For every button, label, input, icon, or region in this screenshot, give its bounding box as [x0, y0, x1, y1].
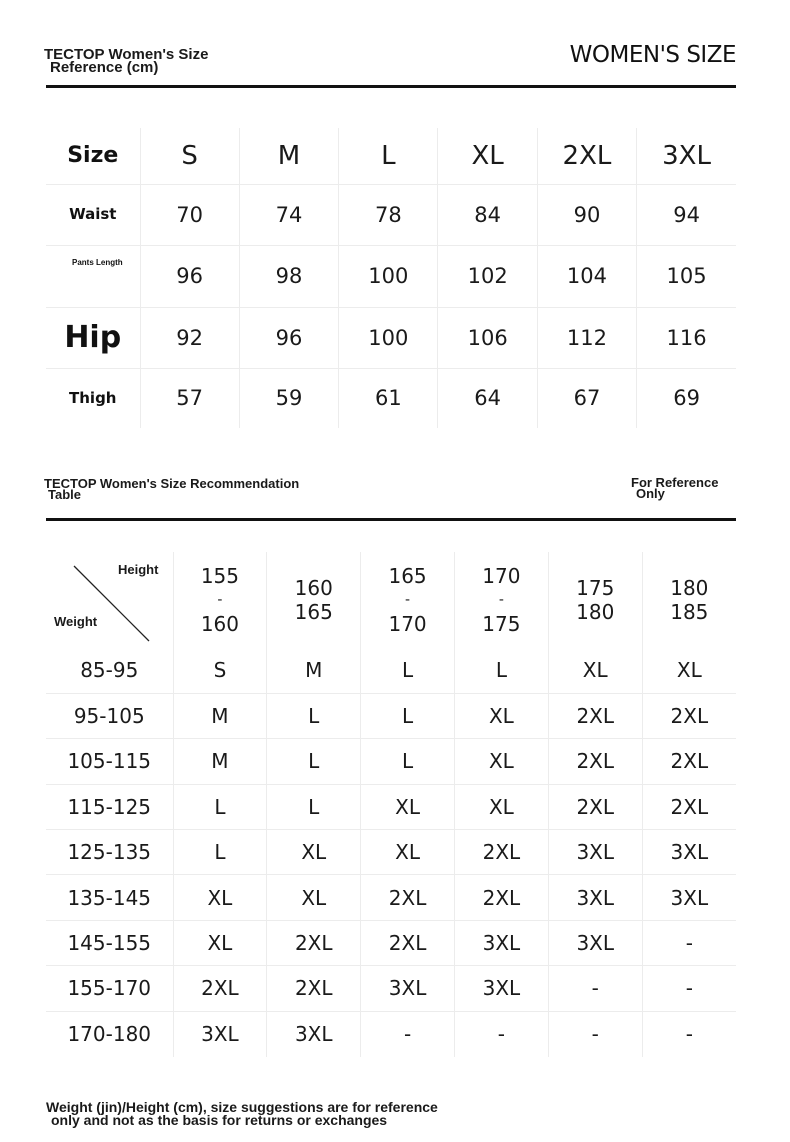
height-col-header: [454, 552, 548, 648]
table-cell: 106: [438, 307, 537, 368]
height-to: 165: [294, 600, 333, 624]
recommended-size-cell: XL: [548, 648, 642, 693]
footer-line2: only and not as the basis for returns or exchanges: [51, 1112, 388, 1128]
recommended-size-cell: 3XL: [548, 875, 642, 920]
row-label-cell: [46, 245, 140, 307]
size-2xl: 2XL: [562, 140, 612, 171]
recommendation-title: [44, 478, 299, 500]
weight-range-cell: 115-125: [46, 784, 173, 829]
recommended-size-cell: 2XL: [173, 966, 267, 1011]
height-col-header: [642, 552, 736, 648]
recommended-size-cell: XL: [173, 920, 267, 965]
recommended-size-cell: XL: [454, 739, 548, 784]
size-col-header: [239, 128, 338, 184]
table-row: [46, 184, 736, 245]
height-col-header: [173, 552, 267, 648]
footer-note: [46, 1101, 438, 1127]
height-corner-label: Height: [118, 562, 159, 577]
header-divider: [46, 85, 736, 88]
table-row: [46, 368, 736, 428]
weight-range-cell: 105-115: [46, 739, 173, 784]
recommendation-table: [46, 552, 736, 1057]
recommended-size-cell: L: [267, 739, 361, 784]
size-m: M: [277, 140, 301, 171]
corner-cell: [46, 552, 173, 648]
height-header-row: [46, 552, 736, 648]
size-col-header: [339, 128, 438, 184]
weight-range-cell: 125-135: [46, 830, 173, 875]
recommended-size-cell: 3XL: [642, 830, 736, 875]
recommended-size-cell: 3XL: [173, 1011, 267, 1056]
recommended-size-cell: L: [267, 784, 361, 829]
table-cell: 116: [637, 307, 736, 368]
weight-range-cell: 95-105: [46, 693, 173, 738]
height-from: 165: [388, 564, 427, 588]
table-cell: 59: [239, 368, 338, 428]
recommended-size-cell: 2XL: [548, 693, 642, 738]
row-label-cell: [46, 307, 140, 368]
recommended-size-cell: 3XL: [548, 920, 642, 965]
table-row: [46, 307, 736, 368]
recommendation-title-line1: TECTOP Women's Size Recommendation: [44, 476, 300, 491]
table-cell: 105: [637, 245, 736, 307]
table-row: [46, 966, 736, 1011]
size-3xl: 3XL: [662, 140, 711, 171]
thigh-label: Thigh: [69, 388, 117, 407]
hip-label: Hip: [64, 320, 122, 355]
table-row: [46, 1011, 736, 1056]
recommended-size-cell: L: [173, 830, 267, 875]
table-cell: 96: [239, 307, 338, 368]
recommended-size-cell: XL: [454, 784, 548, 829]
weight-range-cell: 85-95: [46, 648, 173, 693]
pants-length-label: Pants Length: [72, 258, 123, 267]
height-to: 175: [482, 612, 521, 636]
height-sep: -: [405, 592, 411, 608]
recommended-size-cell: M: [173, 693, 267, 738]
weight-range-cell: 170-180: [46, 1011, 173, 1056]
height-from: 155: [200, 564, 239, 588]
size-reference-title-line2: Reference (cm): [50, 59, 159, 76]
recommended-size-cell: L: [173, 784, 267, 829]
size-col-header: [438, 128, 537, 184]
size-label: Size: [67, 143, 119, 169]
table-row: [46, 875, 736, 920]
weight-range-cell: 155-170: [46, 966, 173, 1011]
recommended-size-cell: 2XL: [642, 693, 736, 738]
weight-corner-label: Weight: [54, 614, 98, 629]
height-col-header: [361, 552, 455, 648]
size-col-header: [140, 128, 239, 184]
size-s: S: [181, 140, 198, 171]
recommendation-title-line2: Table: [48, 487, 81, 502]
table-cell: 92: [140, 307, 239, 368]
recommended-size-cell: 2XL: [642, 784, 736, 829]
size-table: [46, 128, 736, 428]
table-cell: 70: [140, 184, 239, 245]
table-cell: 112: [537, 307, 636, 368]
for-reference-line2: Only: [636, 486, 665, 501]
recommended-size-cell: XL: [361, 784, 455, 829]
recommended-size-cell: M: [267, 648, 361, 693]
recommended-size-cell: -: [642, 1011, 736, 1056]
recommended-size-cell: 2XL: [267, 920, 361, 965]
table-cell: 61: [339, 368, 438, 428]
recommended-size-cell: L: [361, 739, 455, 784]
size-col-header: [637, 128, 736, 184]
recommended-size-cell: 3XL: [454, 920, 548, 965]
waist-label: Waist: [69, 205, 117, 223]
size-reference-title: [44, 48, 208, 74]
recommended-size-cell: XL: [454, 693, 548, 738]
recommended-size-cell: XL: [267, 830, 361, 875]
recommended-size-cell: XL: [267, 875, 361, 920]
weight-range-cell: 135-145: [46, 875, 173, 920]
recommended-size-cell: 2XL: [267, 966, 361, 1011]
recommended-size-cell: -: [454, 1011, 548, 1056]
recommended-size-cell: -: [642, 966, 736, 1011]
table-cell: 57: [140, 368, 239, 428]
table-cell: 84: [438, 184, 537, 245]
height-to: 170: [388, 612, 427, 636]
table-cell: 64: [438, 368, 537, 428]
height-from: 160: [294, 576, 333, 600]
table-cell: 104: [537, 245, 636, 307]
table-cell: 94: [637, 184, 736, 245]
footer-line1: Weight (jin)/Height (cm), size suggestions are for reference: [46, 1099, 438, 1115]
recommended-size-cell: 2XL: [361, 920, 455, 965]
table-row: [46, 648, 736, 693]
height-from: 180: [670, 576, 709, 600]
height-sep: -: [217, 592, 223, 608]
size-label-cell: [46, 128, 140, 184]
table-row: [46, 830, 736, 875]
row-label-cell: [46, 184, 140, 245]
recommended-size-cell: 2XL: [548, 739, 642, 784]
height-to: 180: [576, 600, 615, 624]
size-header-row: [46, 128, 736, 184]
recommended-size-cell: XL: [361, 830, 455, 875]
table-cell: 78: [339, 184, 438, 245]
recommended-size-cell: -: [642, 920, 736, 965]
recommended-size-cell: 3XL: [361, 966, 455, 1011]
height-col-header: [267, 552, 361, 648]
size-xl: XL: [471, 140, 504, 171]
recommended-size-cell: -: [548, 1011, 642, 1056]
section-divider: [46, 518, 736, 521]
table-row: [46, 784, 736, 829]
recommended-size-cell: 3XL: [642, 875, 736, 920]
recommended-size-cell: 2XL: [548, 784, 642, 829]
recommended-size-cell: 2XL: [361, 875, 455, 920]
table-row: [46, 920, 736, 965]
table-cell: 102: [438, 245, 537, 307]
recommended-size-cell: L: [267, 693, 361, 738]
row-label-cell: [46, 368, 140, 428]
recommended-size-cell: 2XL: [642, 739, 736, 784]
size-col-header: [537, 128, 636, 184]
recommended-size-cell: -: [361, 1011, 455, 1056]
table-row: [46, 739, 736, 784]
recommended-size-cell: XL: [173, 875, 267, 920]
recommended-size-cell: 3XL: [548, 830, 642, 875]
recommended-size-cell: S: [173, 648, 267, 693]
size-l: L: [381, 140, 396, 171]
table-cell: 67: [537, 368, 636, 428]
womens-size-heading: WOMEN'S SIZE: [569, 42, 736, 68]
weight-range-cell: 145-155: [46, 920, 173, 965]
recommended-size-cell: M: [173, 739, 267, 784]
table-row: [46, 245, 736, 307]
recommended-size-cell: L: [361, 693, 455, 738]
recommended-size-cell: 2XL: [454, 830, 548, 875]
table-cell: 96: [140, 245, 239, 307]
height-to: 160: [200, 612, 239, 636]
table-cell: 90: [537, 184, 636, 245]
height-sep: -: [498, 592, 504, 608]
height-col-header: [548, 552, 642, 648]
table-row: [46, 693, 736, 738]
recommended-size-cell: 3XL: [454, 966, 548, 1011]
recommended-size-cell: XL: [642, 648, 736, 693]
table-cell: 69: [637, 368, 736, 428]
height-from: 170: [482, 564, 521, 588]
height-to: 185: [670, 600, 709, 624]
table-cell: 100: [339, 245, 438, 307]
recommendation-body: [46, 648, 736, 1057]
for-reference-line1: For Reference: [631, 475, 719, 490]
size-reference-title-line1: TECTOP Women's Size: [44, 46, 209, 63]
for-reference-note: [631, 477, 718, 499]
recommended-size-cell: -: [548, 966, 642, 1011]
table-cell: 98: [239, 245, 338, 307]
table-cell: 100: [339, 307, 438, 368]
height-from: 175: [576, 576, 615, 600]
recommended-size-cell: 2XL: [454, 875, 548, 920]
table-cell: 74: [239, 184, 338, 245]
recommended-size-cell: 3XL: [267, 1011, 361, 1056]
recommended-size-cell: L: [361, 648, 455, 693]
recommended-size-cell: L: [454, 648, 548, 693]
